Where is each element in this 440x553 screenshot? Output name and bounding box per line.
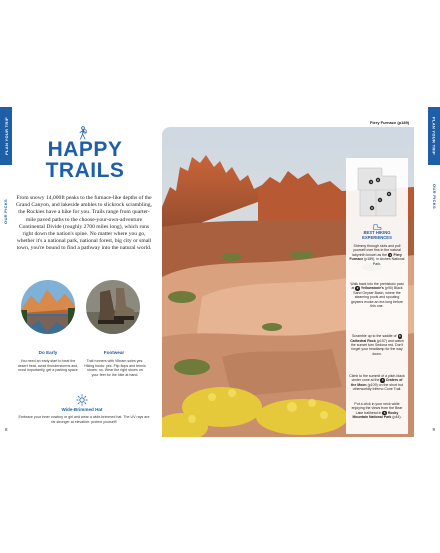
plan-your-trip-tab-right[interactable]: PLAN YOUR TRIP	[428, 107, 440, 165]
page-number-right: 9	[432, 427, 435, 432]
tip-title-footwear: Footwear	[103, 350, 125, 355]
hike-item-1: Shimmy through slots and pull yourself over fins in the natural labyrinth known as the 1 Fiery Furnace (p189), in Arches National Park.	[349, 244, 405, 266]
tip-title-do-early: Do Early	[38, 350, 58, 355]
title-line-1: HAPPY	[47, 138, 123, 161]
hike-item-5: Put a crick in your neck while enjoying the views from the Bear Lake trailhead in 5 Rocky Mountain National Park (p44).	[351, 402, 403, 420]
panel-title: BEST HIKING EXPERIENCES	[362, 230, 392, 240]
our-picks-label-left: OUR PICKS	[3, 199, 8, 224]
page-number-left: 8	[5, 427, 8, 432]
region-map	[352, 164, 402, 220]
map-marker-3: 3	[371, 206, 373, 210]
map-marker-1: 1	[379, 198, 381, 202]
hike-item-2: Walk back into the prehistoric past at 2 Yellowstone's (p90) Black Sand Geyser Basin, where the steaming pools and spouting geysers evoke an era long before this one.	[350, 282, 404, 309]
intro-paragraph: From snowy 14,000ft peaks to the furnace-like depths of the Grand Canyon, and lakeside ambles to slickrock scrambling, the Rockies have a hike for you. Trails range from quarter-mile paved paths to the choose-your-own-adventure Continental Divide (roughly 2700 miles long), which runs right down the nation's spine. No matter where you go, whether it's a national park, national forest, big city or small town, you're bound to find a pathway into the natural world.	[16, 195, 152, 252]
hike-item-4: Climb to the summit of a pitch-black cinder cone at the 4 Craters of the Moon (p109) on the short but otherworldly Inferno Cone Trail.	[349, 374, 405, 392]
photo-caption: Fiery Furnace (p189)	[370, 120, 410, 125]
title-line-2: TRAILS	[45, 159, 125, 182]
sun-icon	[76, 394, 88, 406]
mountain-lake-photo	[21, 280, 75, 334]
hike-item-3: Scramble up to the saddle of 3 Cathedral Rock (p157) and watch the sunset turn Sedona red. Don't forget your headlamp for the way down.	[350, 334, 404, 356]
tip-text-footwear: Trail runners with Vibram soles yes. Hiking boots: yes. Flip-flops and tennis shoes: no. Wear the right shoes on your feet for the hike at hand.	[84, 359, 146, 377]
map-marker-5: 5	[388, 192, 390, 196]
tip-text-do-early: You need an early start to beat the desert heat, avoid thunderstorms and, most importantly, get a parking space	[17, 359, 79, 373]
hiking-boots-photo	[86, 280, 140, 334]
book-spread	[0, 104, 440, 440]
plan-your-trip-tab-left[interactable]: PLAN YOUR TRIP	[0, 107, 12, 165]
tip-title-hat: Wide-Brimmed Hat	[61, 407, 103, 412]
best-hiking-panel	[346, 158, 408, 434]
map-marker-4: 4	[370, 180, 372, 184]
our-picks-label-right: OUR PICKS	[432, 184, 437, 209]
map-marker-2: 2	[377, 178, 379, 182]
tip-text-hat: Embrace your inner cowboy or girl and wear a wide-brimmed hat. The UV rays are far stronger at elevation: protect yourself!	[18, 415, 150, 424]
page-title	[30, 139, 140, 181]
